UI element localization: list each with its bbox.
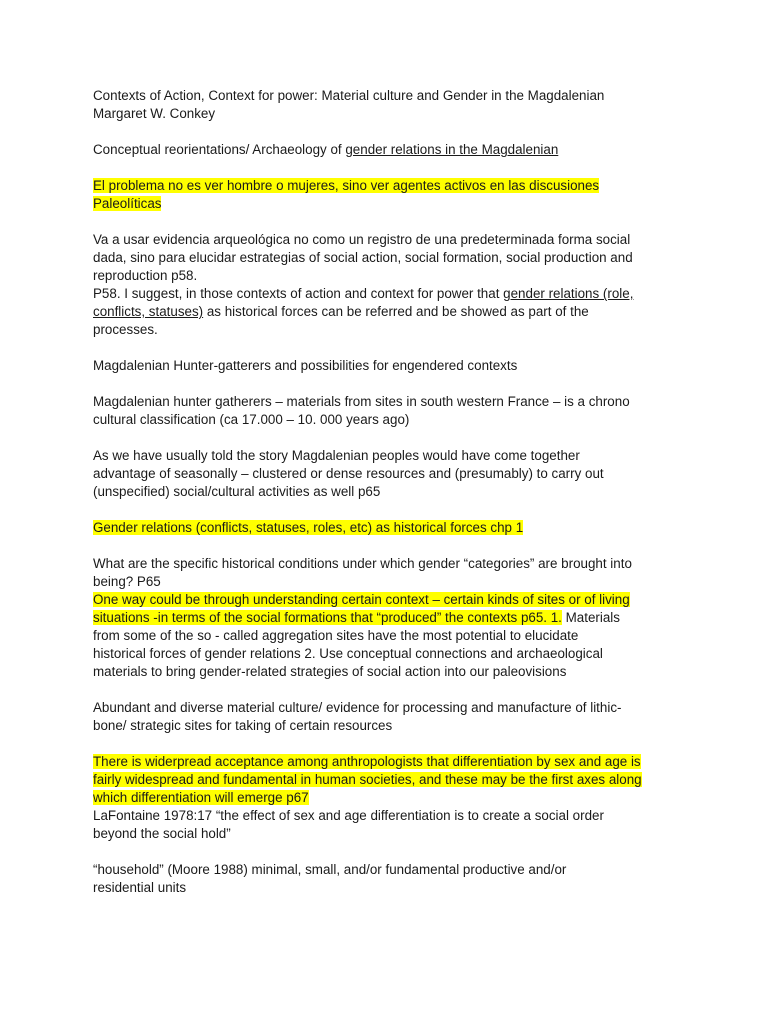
household-paragraph bbox=[93, 861, 683, 897]
paragraph-line: advantage of seasonally – clustered or dense resources and (presumably) to carry out bbox=[93, 466, 604, 481]
paragraph-line: Abundant and diverse material culture/ evidence for processing and manufacture of lithic- bbox=[93, 700, 622, 715]
paragraph-line: As we have usually told the story Magdalenian peoples would have come together bbox=[93, 448, 580, 463]
paragraph-line: (unspecified) social/cultural activities as well p65 bbox=[93, 484, 381, 499]
hunters-heading bbox=[93, 357, 683, 375]
highlighted-text: situations -in terms of the social formations that “produced” the contexts p65. 1. bbox=[93, 610, 562, 625]
underlined-text: gender relations (role, bbox=[503, 286, 634, 301]
underlined-text: conflicts, statuses) bbox=[93, 304, 204, 319]
paragraph-line: dada, sino para elucidar estrategias of social action, social formation, social production and bbox=[93, 250, 633, 265]
highlighted-text: Gender relations (conflicts, statuses, roles, etc) as historical forces chp 1 bbox=[93, 520, 524, 535]
paragraph-line: processes. bbox=[93, 322, 158, 337]
paragraph-line: LaFontaine 1978:17 “the effect of sex and age differentiation is to create a social order bbox=[93, 808, 604, 823]
highlighted-text: which differentiation will emerge p67 bbox=[93, 790, 309, 805]
reorientations-text: Conceptual reorientations/ Archaeology of bbox=[93, 142, 346, 157]
paragraph-line: reproduction p58. bbox=[93, 268, 198, 283]
section-heading: Magdalenian Hunter-gatterers and possibilities for engendered contexts bbox=[93, 358, 518, 373]
highlighted-text: El problema no es ver hombre o mujeres, sino ver agentes activos en las discusiones bbox=[93, 178, 600, 193]
paragraph-text: Materials bbox=[561, 610, 620, 625]
paragraph-line: What are the specific historical conditions under which gender “categories” are brought into bbox=[93, 556, 632, 571]
abundant-paragraph bbox=[93, 699, 683, 735]
paragraph-text: as historical forces can be referred and be showed as part of the bbox=[203, 304, 589, 319]
paragraph-line: residential units bbox=[93, 880, 187, 895]
paragraph-line: from some of the so - called aggregation sites have the most potential to elucidate bbox=[93, 628, 579, 643]
paragraph-line: being? P65 bbox=[93, 574, 161, 589]
paragraph-line: cultural classification (ca 17.000 – 10. 000 years ago) bbox=[93, 412, 410, 427]
paragraph-line: historical forces of gender relations 2. Use conceptual connections and archaeological bbox=[93, 646, 603, 661]
paragraph-line: materials to bring gender-related strategies of social action into our paleovisions bbox=[93, 664, 567, 679]
paragraph-line: “household” (Moore 1988) minimal, small, and/or fundamental productive and/or bbox=[93, 862, 567, 877]
document-page bbox=[93, 87, 683, 897]
highlighted-text: Paleolíticas bbox=[93, 196, 162, 211]
paragraph-line: Va a usar evidencia arqueológica no como un registro de una predeterminada forma social bbox=[93, 232, 631, 247]
author-line: Margaret W. Conkey bbox=[93, 106, 216, 121]
paragraph-text: P58. I suggest, in those contexts of action and context for power that bbox=[93, 286, 504, 301]
conditions-paragraph bbox=[93, 555, 683, 681]
title-line: Contexts of Action, Context for power: Material culture and Gender in the Magdalenian bbox=[93, 88, 605, 103]
reorientations-underlined: gender relations in the Magdalenian bbox=[345, 142, 559, 157]
document-title bbox=[93, 87, 683, 123]
highlighted-text: One way could be through understanding certain context – certain kinds of sites or of living bbox=[93, 592, 630, 607]
paragraph-line: beyond the social hold” bbox=[93, 826, 231, 841]
highlighted-text: There is widerpread acceptance among anthropologists that differentiation by sex and age is bbox=[93, 754, 641, 769]
acceptance-paragraph bbox=[93, 753, 683, 843]
paragraph-line: bone/ strategic sites for taking of certain resources bbox=[93, 718, 393, 733]
reorientations-paragraph bbox=[93, 141, 683, 159]
problema-paragraph bbox=[93, 177, 683, 213]
gender-forces-paragraph bbox=[93, 519, 683, 537]
evidencia-paragraph bbox=[93, 231, 683, 339]
hunters-paragraph bbox=[93, 393, 683, 429]
highlighted-text: fairly widespread and fundamental in human societies, and these may be the first axes along bbox=[93, 772, 642, 787]
paragraph-line: Magdalenian hunter gatherers – materials from sites in south western France – is a chrono bbox=[93, 394, 630, 409]
story-paragraph bbox=[93, 447, 683, 501]
